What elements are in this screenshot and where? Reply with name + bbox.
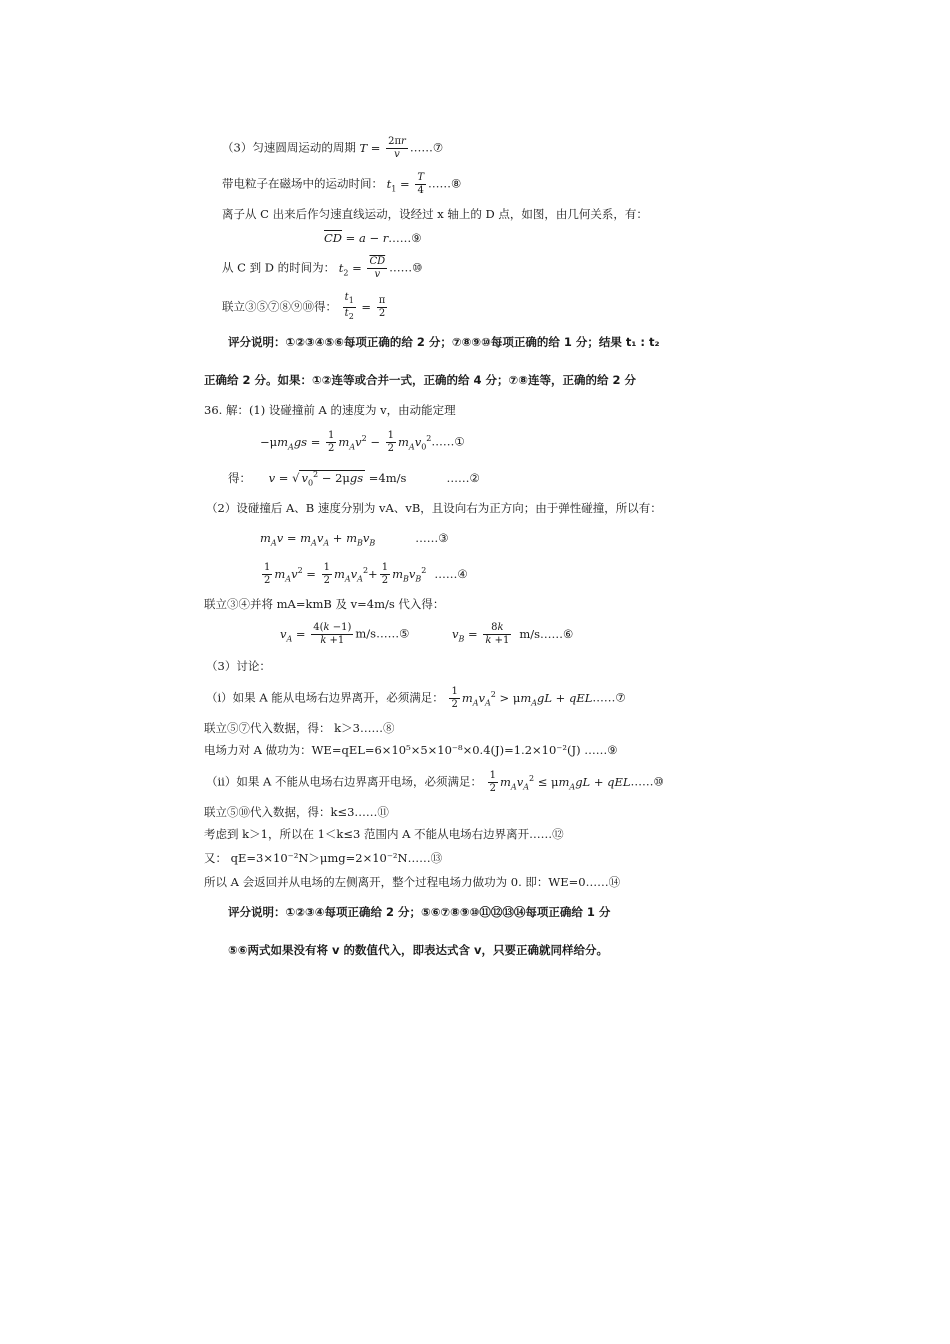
line-work-done: 电场力对 A 做功为：WE=qEL=6×10⁵×5×10⁻⁸×0.4(J)=1.2×10⁻²(J) ……⑨ — [204, 743, 618, 757]
formula-case-ii: $\frac{1}{2}$ $m_Av_A^2 \le \mu m_AgL$ + qEL — [489, 770, 631, 794]
line-k-greater-3: 联立⑤⑦代入数据，得： k＞3……⑧ — [204, 721, 395, 735]
formula-ratio: $\frac{t_1}{t_2}$ = $\frac{\pi}{2}$ — [344, 292, 386, 321]
line-k-range: 考虑到 k＞1，所以在 1＜k≤3 范围内 A 不能从电场右边界离开……⑫ — [204, 827, 564, 841]
line-magnetic-time: 带电粒子在磁场中的运动时间： $t_1$ = $\frac{T}{4}$ ……⑧ — [222, 172, 462, 196]
scoring-note-3: 评分说明：①②③④每项正确给 2 分；⑤⑥⑦⑧⑨⑩⑪⑫⑬⑭每项正确给 1 分 — [228, 905, 611, 919]
formula-cd: $\overline{CD} = a - r$ — [324, 231, 389, 245]
formula-momentum: $m_Av = m_Av_A + m_Bv_B$ — [260, 531, 376, 548]
formula-va: $v_A$ = $\frac{4(k -1)}{k +1}$ — [280, 622, 352, 646]
line-discussion: （3）讨论： — [206, 659, 271, 673]
line-collision-setup: （2）设碰撞后 A、B 速度分别为 vA、vB，且设向右为正方向；由于弹性碰撞，所以有： — [206, 501, 662, 515]
line-momentum: $m_Av = m_Av_A + m_Bv_B$ ……③ — [260, 531, 449, 548]
formula-period: T = $\frac{2\pi r}{v}$ — [359, 136, 406, 160]
line-combine-ratio: 联立③⑤⑦⑧⑨⑩得： $\frac{t_1}{t_2}$ = $\frac{\pi}{2}$ — [222, 292, 389, 323]
formula-energy: $-\mu m_Ags$ = $\frac{1}{2}$ $m_Av^2$ − $\frac{1}{2}$ $m_Av_0^2$ — [260, 430, 432, 454]
line-cd-time: 从 C 到 D 的时间为： $t_2$ = $\frac{\overline{CD}}{v}$ ……⑩ — [222, 256, 423, 280]
line-vb-result: $v_B$ = $\frac{8k}{k +1}$ m/s……⑥ — [452, 622, 574, 646]
scoring-note-2: 正确给 2 分。如果：①②连等或合并一式，正确的给 4 分；⑦⑧连等，正确的给 2 分 — [204, 373, 636, 387]
line-va-result: $v_A$ = $\frac{4(k -1)}{k +1}$ m/s……⑤ — [280, 622, 410, 646]
line-kinetic-energy: $\frac{1}{2}$ $m_Av^2$ = $\frac{1}{2}$ $m_Av_A^2+$ $\frac{1}{2}$ $m_Bv_B^2$ ……④ — [260, 562, 468, 587]
line-period: （3）匀速圆周运动的周期 T = $\frac{2\pi r}{v}$ ……⑦ — [222, 136, 444, 160]
line-force-compare: 又： qE=3×10⁻²N＞μmg=2×10⁻²N……⑬ — [204, 851, 443, 865]
formula-t1: $t_1$ = $\frac{T}{4}$ — [386, 172, 424, 196]
line-cd-length: $\overline{CD} = a$ − r……⑨ — [324, 231, 422, 245]
scoring-note-1: 评分说明：①②③④⑤⑥每项正确的给 2 分；⑦⑧⑨⑩每项正确的给 1 分；结果 t₁ : t₂ — [228, 335, 660, 349]
formula-t2: $t_2$ = $\frac{\overline{CD}}{v}$ — [338, 256, 386, 280]
formula-case-i: $\frac{1}{2}$ $m_Av_A^2 > \mu m_AgL$ + qEL — [451, 686, 593, 710]
line-conclusion: 所以 A 会返回并从电场的左侧离开，整个过程电场力做功为 0. 即：WE=0……⑭ — [204, 875, 621, 889]
line-velocity-result: 得： v = √ $v_0^2 - 2\mu gs =4m/s$ ……② — [228, 470, 480, 488]
line-substitute: 联立③④并将 mA=kmB 及 v=4m/s 代入得： — [204, 597, 445, 611]
line-q36-intro: 36. 解：(1) 设碰撞前 A 的速度为 v，由动能定理 — [204, 403, 456, 417]
scoring-note-4: ⑤⑥两式如果没有将 v 的数值代入，即表达式含 v，只要正确就同样给分。 — [228, 943, 608, 957]
line-ion-motion: 离子从 C 出来后作匀速直线运动，设经过 x 轴上的 D 点，如图，由几何关系，有： — [222, 207, 648, 221]
formula-kinetic: $\frac{1}{2}$ $m_Av^2$ = $\frac{1}{2}$ $m_Av_A^2+$ $\frac{1}{2}$ $m_Bv_B^2$ — [264, 562, 427, 586]
formula-vb: $v_B$ = $\frac{8k}{k +1}$ — [452, 622, 510, 646]
line-case-ii: （ii）如果 A 不能从电场右边界离开电场，必须满足： $\frac{1}{2}$ $m_Av_A^2 \le \mu m_AgL$ + qEL……⑩ — [206, 770, 664, 794]
line-energy-theorem: $-\mu m_Ags$ = $\frac{1}{2}$ $m_Av^2$ − $\frac{1}{2}$ $m_Av_0^2\dots\dots ①$ — [260, 430, 465, 454]
line-k-le-3: 联立⑤⑩代入数据，得：k≤3……⑪ — [204, 805, 389, 819]
line-case-i: （i）如果 A 能从电场右边界离开，必须满足： $\frac{1}{2}$ $m_Av_A^2 > \mu m_AgL$ + qEL……⑦ — [206, 686, 626, 710]
formula-velocity: v = √ $v_0^2 - 2\mu gs =4m/s$ — [268, 470, 407, 488]
